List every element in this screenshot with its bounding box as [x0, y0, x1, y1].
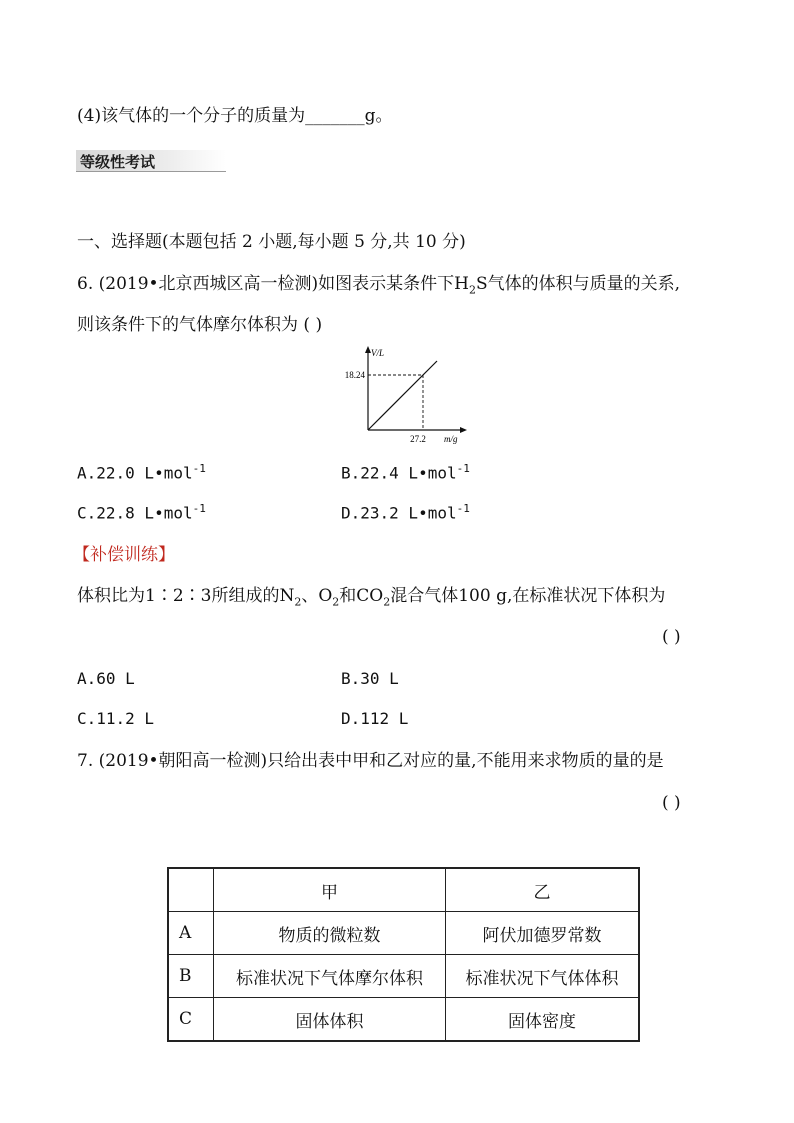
- table-row: [168, 998, 639, 1042]
- table-cell: A: [168, 912, 214, 955]
- supplement-option-c[interactable]: C.11.2 L: [77, 709, 155, 728]
- q7-table: [167, 867, 640, 1042]
- table-row: [168, 912, 639, 955]
- supplement-option-a[interactable]: A.60 L: [77, 669, 135, 688]
- q4-line: [77, 105, 392, 127]
- data-line: [368, 361, 437, 430]
- table-cell: 标准状况下气体摩尔体积: [214, 955, 446, 998]
- supplement-answer-paren: ( ): [662, 627, 681, 647]
- part1-heading: 一、选择题(本题包括 2 小题,每小题 5 分,共 10 分): [77, 232, 466, 252]
- table-header-row: [168, 868, 639, 912]
- q6-line2: 则该条件下的气体摩尔体积为 ( ): [77, 315, 323, 335]
- y-axis-label: V/L: [371, 348, 385, 358]
- supplement-title: 【补偿训练】: [73, 545, 175, 565]
- section-underline: [76, 171, 226, 172]
- table-row: [168, 955, 639, 998]
- q6-option-c[interactable]: C.22.8 L•mol$^{-1}$: [77, 502, 206, 523]
- q6-line1-a: 6. (2019•北京西城区高一检测)如图表示某条件下H: [77, 274, 470, 294]
- table-cell: C: [168, 998, 214, 1042]
- supplement-option-b[interactable]: B.30 L: [341, 669, 399, 688]
- x-axis-label: m/g: [444, 434, 458, 444]
- table-cell: 标准状况下气体体积: [446, 955, 640, 998]
- table-header-yi: 乙: [446, 868, 640, 912]
- section-title: 等级性考试: [80, 153, 156, 171]
- table-cell: 固体密度: [446, 998, 640, 1042]
- q6-line1: [77, 273, 680, 301]
- q6-option-a[interactable]: A.22.0 L•mol$^{-1}$: [77, 462, 206, 483]
- table-cell: 物质的微粒数: [214, 912, 446, 955]
- q6-line1-b: S气体的体积与质量的关系,: [476, 274, 681, 294]
- table-cell: [168, 868, 214, 912]
- q7-answer-paren: ( ): [662, 793, 681, 813]
- q4-blank: _______: [305, 106, 365, 126]
- q6-option-d[interactable]: D.23.2 L•mol$^{-1}$: [341, 502, 470, 523]
- supplement-option-d[interactable]: D.112 L: [341, 709, 409, 728]
- table-cell: B: [168, 955, 214, 998]
- y-tick-label: 18.24: [344, 370, 365, 380]
- q4-suffix: g。: [364, 106, 393, 126]
- supplement-line1: 体积比为1∶2∶3所组成的$N_2$、$O_2$和$CO_2$混合气体100 g,在标准状况下体积为: [77, 586, 666, 609]
- table-cell: 阿伏加德罗常数: [446, 912, 640, 955]
- x-tick-label: 27.2: [410, 434, 426, 444]
- q6-sub: 2: [469, 283, 477, 297]
- table-header-jia: 甲: [214, 868, 446, 912]
- q6-option-b[interactable]: B.22.4 L•mol$^{-1}$: [341, 462, 470, 483]
- table-cell: 固体体积: [214, 998, 446, 1042]
- section-header: [76, 150, 226, 172]
- volume-mass-graph: [330, 345, 470, 445]
- x-axis-arrow: [460, 427, 467, 433]
- q7-line1: 7. (2019•朝阳高一检测)只给出表中甲和乙对应的量,不能用来求物质的量的是: [77, 751, 664, 771]
- q4-prefix: (4)该气体的一个分子的质量为: [77, 106, 306, 126]
